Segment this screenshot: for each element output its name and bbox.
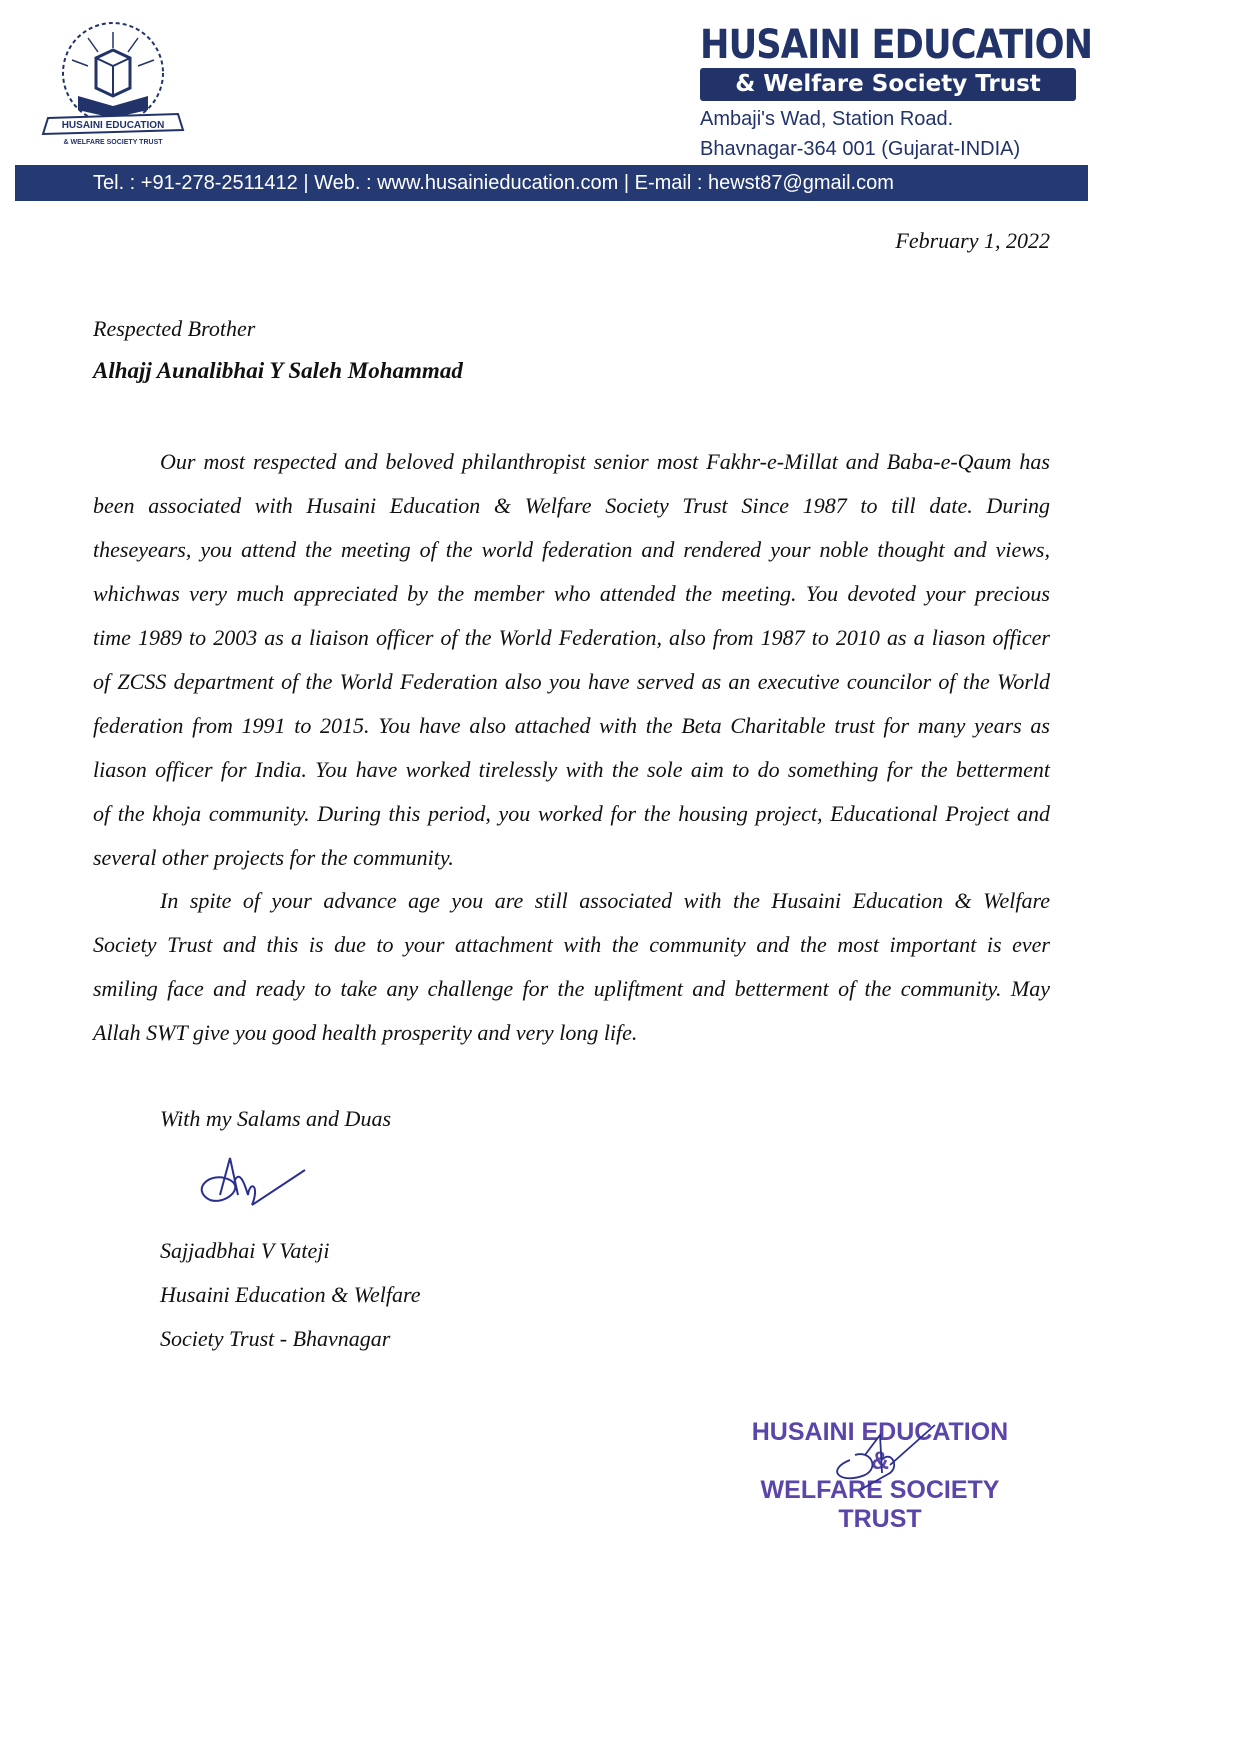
address-line: Ambaji's Wad, Station Road. <box>700 108 954 130</box>
body-line: federation from 1991 to 2015. You have also attached with the Beta Charitable trust for many years as <box>93 713 1050 738</box>
body-line: of the khoja community. During this period, you worked for the housing project, Educational Project and <box>93 801 1050 826</box>
org-title: HUSAINI EDUCATION <box>700 22 1093 68</box>
signatory-org: Husaini Education & Welfare <box>160 1282 421 1307</box>
stamp-signature <box>820 1415 960 1505</box>
stamp-line: HUSAINI EDUCATION & <box>751 1418 1009 1475</box>
trust-logo <box>38 18 188 148</box>
body-line: time 1989 to 2003 as a liaison officer of the World Federation, also from 1987 to 2010 as a liason officer <box>93 625 1050 650</box>
body-line: In spite of your advance age you are still associated with the Husaini Education & Welfare <box>160 888 1050 913</box>
svg-text:& WELFARE SOCIETY TRUST: & WELFARE SOCIETY TRUST <box>63 139 163 146</box>
signature <box>190 1150 310 1220</box>
body-line: been associated with Husaini Education & Welfare Society Trust Since 1987 to till date. During <box>93 493 1050 518</box>
svg-text:HUSAINI EDUCATION: HUSAINI EDUCATION <box>61 120 165 131</box>
contact-bar: Tel. : +91-278-2511412 | Web. : www.husainieducation.com | E-mail : hewst87@gmail.com <box>15 165 1088 201</box>
body-paragraph <box>93 879 1050 1055</box>
org-subtitle: & Welfare Society Trust <box>700 68 1076 101</box>
body-line: Society Trust and this is due to your attachment with the community and the most important is ever <box>93 932 1050 957</box>
body-line: smiling face and ready to take any challenge for the upliftment and betterment of the community. May <box>93 976 1050 1001</box>
body-line: theseyears, you attend the meeting of the world federation and rendered your noble thought and views, <box>93 537 1050 562</box>
recipient-name: Alhajj Aunalibhai Y Saleh Mohammad <box>93 358 463 383</box>
body-paragraph <box>93 440 1050 880</box>
signatory-name: Sajjadbhai V Vateji <box>160 1238 330 1263</box>
body-line: Allah SWT give you good health prosperity and very long life. <box>93 1020 638 1045</box>
address-line: Bhavnagar-364 001 (Gujarat-INDIA) <box>700 138 1021 160</box>
body-line: liason officer for India. You have worked tirelessly with the sole aim to do something for the betterment <box>93 757 1050 782</box>
stamp-line: WELFARE SOCIETY TRUST <box>760 1476 1000 1533</box>
body-line: Our most respected and beloved philanthropist senior most Fakhr-e-Millat and Baba-e-Qaum has <box>160 449 1050 474</box>
salutation: Respected Brother <box>93 316 256 341</box>
body-line: whichwas very much appreciated by the member who attended the meeting. You devoted your precious <box>93 581 1050 606</box>
closing: With my Salams and Duas <box>160 1106 391 1131</box>
signatory-org: Society Trust - Bhavnagar <box>160 1326 391 1351</box>
letter-date: February 1, 2022 <box>895 228 1050 253</box>
body-line: of ZCSS department of the World Federation also you have served as an executive councilor of the World <box>93 669 1050 694</box>
body-line: several other projects for the community. <box>93 845 454 870</box>
